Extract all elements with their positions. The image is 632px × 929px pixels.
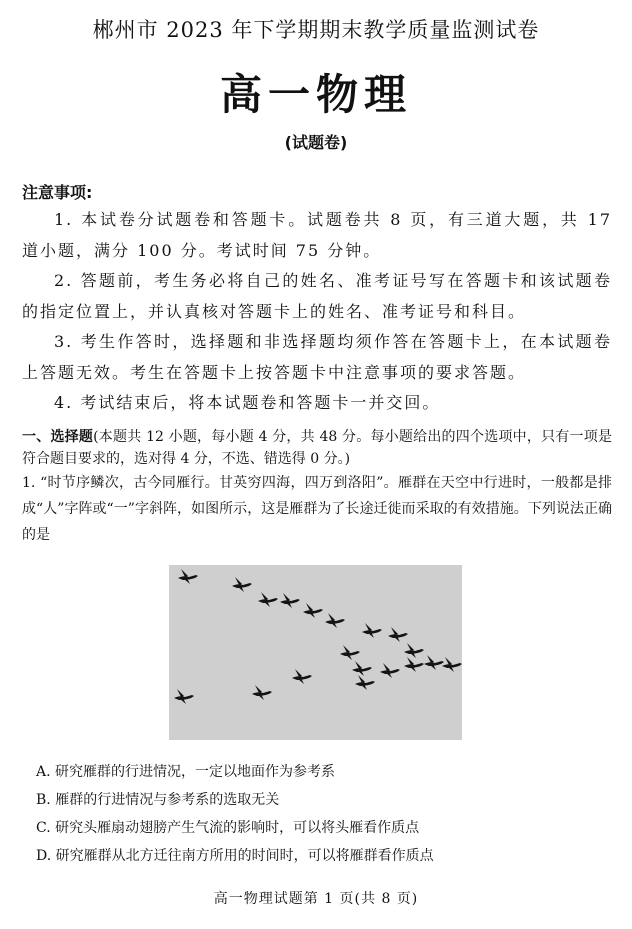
note-item: 2. 答题前，考生务必将自己的姓名、准考证号写在答题卡和该试题卷的指定位置上，并认真核对答题卡上的姓名、准考证号和科目。 xyxy=(22,271,612,321)
section-choice xyxy=(22,426,612,470)
page-footer: 高一物理试题第 1 页(共 8 页) xyxy=(213,891,419,907)
goose-icons xyxy=(174,569,462,704)
note-item: 4. 考试结束后，将本试题卷和答题卡一并交回。 xyxy=(54,393,441,412)
page-subtitle: (试题卷) xyxy=(284,133,348,152)
notes-list xyxy=(22,205,612,419)
option-c: C. 研究头雁扇动翅膀产生气流的影响时，可以将头雁看作质点 xyxy=(36,820,420,836)
exam-header: 郴州市 2023 年下学期期末教学质量监测试卷 xyxy=(92,18,540,42)
section-instructions: (本题共 12 小题，每小题 4 分，共 48 分。每小题给出的四个选项中，只有一项是符合题目要求的，选对得 4 分，不选、错选得 0 分。) xyxy=(22,429,612,467)
geese-flock-image xyxy=(169,565,462,740)
question-1-options xyxy=(36,758,616,870)
question-1-stem: 1. “时节序鳞次，古今同雁行。甘英穷四海，四万到洛阳”。雁群在天空中行进时，一般都是排成“人”字阵或“一”字斜阵，如图所示，这是雁群为了长途迁徙而采取的有效措施。下列说法正确的是 xyxy=(22,475,612,543)
option-b: B. 雁群的行进情况与参考系的选取无关 xyxy=(36,792,280,808)
section-title: 一、选择题 xyxy=(22,429,94,445)
note-item: 1. 本试卷分试题卷和答题卡。试题卷共 8 页，有三道大题，共 17 道小题，满分 100 分。考试时间 75 分钟。 xyxy=(22,210,612,260)
option-a: A. 研究雁群的行进情况，一定以地面作为参考系 xyxy=(36,764,336,780)
geese-photo xyxy=(169,565,462,740)
note-item: 3. 考生作答时，选择题和非选择题均须作答在答题卡上，在本试题卷上答题无效。考生在答题卡上按答题卡中注意事项的要求答题。 xyxy=(22,332,612,382)
option-d: D. 研究雁群从北方迁往南方所用的时间时，可以将雁群看作质点 xyxy=(36,848,434,864)
notes-heading: 注意事项: xyxy=(22,183,93,202)
page-title: 高一物理 xyxy=(219,70,412,119)
